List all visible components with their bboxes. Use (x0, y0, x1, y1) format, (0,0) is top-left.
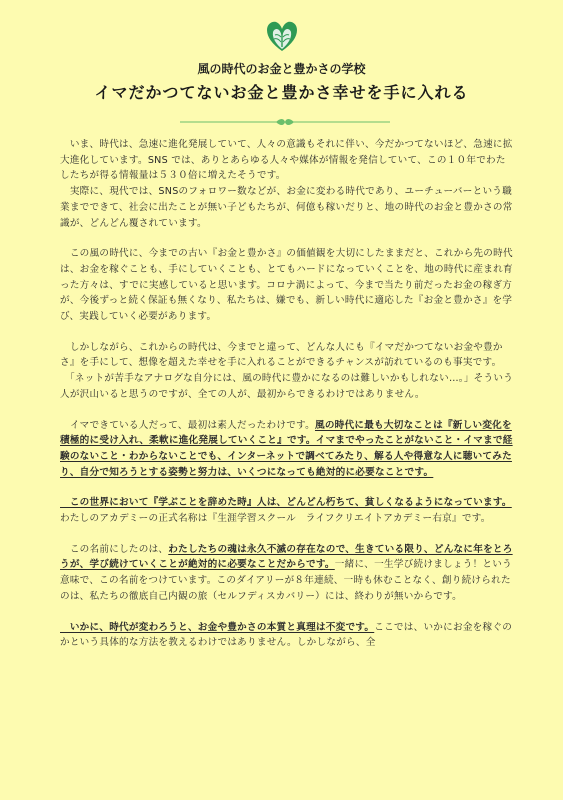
paragraph-text: ここでは、いかにお金を稼ぐのかという具体的な方法を教えるわけではありません。しかしながら、全 (60, 621, 513, 649)
emphasis-text: いかに、時代が変わろうと、お金や豊かさの本質と真理は不変です。 (60, 621, 375, 633)
paragraph (60, 620, 515, 651)
paragraph: この風の時代に、今までの古い『お金と豊かさ』の価値観を大切にしたままだと、これから先の時代は、お金を稼ぐことも、手にしていくことも、とてもハードになっていくことを、地の時代に産まれ育った方々は、すでに実感していると思います。コロナ渦によって、今まで当たり前だったお金の稼ぎ方が、今後ずっと続く保証も無くなり、私たちは、嫌でも、新しい時代に適応した『お金と豊かさ』を学び、実践していく必要があります。 (60, 248, 513, 323)
paragraph-text: 一緒に、一生学び続けましょう！という意味で、この名前をつけています。このダイアリーが８年連続、一時も休むことなく、創り続けられたのは、私たちの徹底自己内観の旅（セルフディスカバリー）には、終わりが無いからです。 (60, 559, 512, 602)
emphasis-text: この世界において『学ぶことを辞めた時』人は、どんどん朽ちて、貧しくなるようになっています。 (60, 497, 512, 509)
paragraph (60, 542, 515, 605)
page-subtitle: 風の時代のお金と豊かさの学校 (197, 62, 366, 76)
paragraph-text: この名前にしたのは、 (60, 543, 169, 555)
paragraph: 実際に、現代では、SNSのフォロワー数などが、お金に変わる時代であり、ユーチューバーという職業までできて、社会に出たことが無い子どもたちが、何億も稼いだりと、地の時代のお金と豊かさの常識が、どんどん覆されています。 (60, 186, 513, 229)
academy-logo-icon (264, 18, 300, 54)
page-title: イマだかつてないお金と豊かさ幸せを手に入れる (94, 83, 469, 102)
paragraph: いま、時代は、急速に進化発展していて、人々の意識もそれに伴い、今だかつてないほど、急速に拡大進化しています。SNS では、ありとあらゆる人々や媒体が情報を発信していて、この１０年でわたしたちが得る情報量は５３０倍に増えたそうです。 (60, 139, 513, 182)
paragraph: 「ネットが苦手なアナログな自分には、風の時代に豊かになるのは難しいかもしれない…。」そういう人が沢山いると思うのですが、全ての人が、最初からできるわけではありません。 (60, 373, 514, 400)
leaf-divider-icon (180, 118, 390, 126)
article-body (60, 137, 515, 651)
emphasis-text: わたしたちの魂は永久不滅の存在なので、生きている限り、どんなに年をとろうが、学び続けていくことが絶対的に必要なことだからです。 (60, 543, 513, 571)
paragraph-text: わたしのアカデミーの正式名称は『生涯学習スクール ライフクリエイトアカデミー右京』です。 (60, 513, 491, 525)
emphasis-text: 風の時代に最も大切なことは『新しい変化を積極的に受け入れ、柔軟に進化発展していくこと』です。イマまでやったことがないこと・イマまで経験のないこと・わからないことでも、インターネットで調べてみたり、解る人や得意な人に聴いてみたり、自分で知ろうとする姿勢と努力は、いくつになっても絶対的に必要なことです。 (60, 419, 513, 478)
paragraph (60, 495, 515, 526)
paragraph: しかしながら、これからの時代は、今までと違って、どんな人にも『イマだかつてないお金や豊かさ』を手にして、想像を超えた幸せを手に入れることができるチャンスが訪れているのも事実です。 (60, 341, 503, 369)
paragraph (60, 418, 515, 481)
paragraph-text: イマできている人だって、最初は素人だったわけです。 (60, 419, 315, 431)
